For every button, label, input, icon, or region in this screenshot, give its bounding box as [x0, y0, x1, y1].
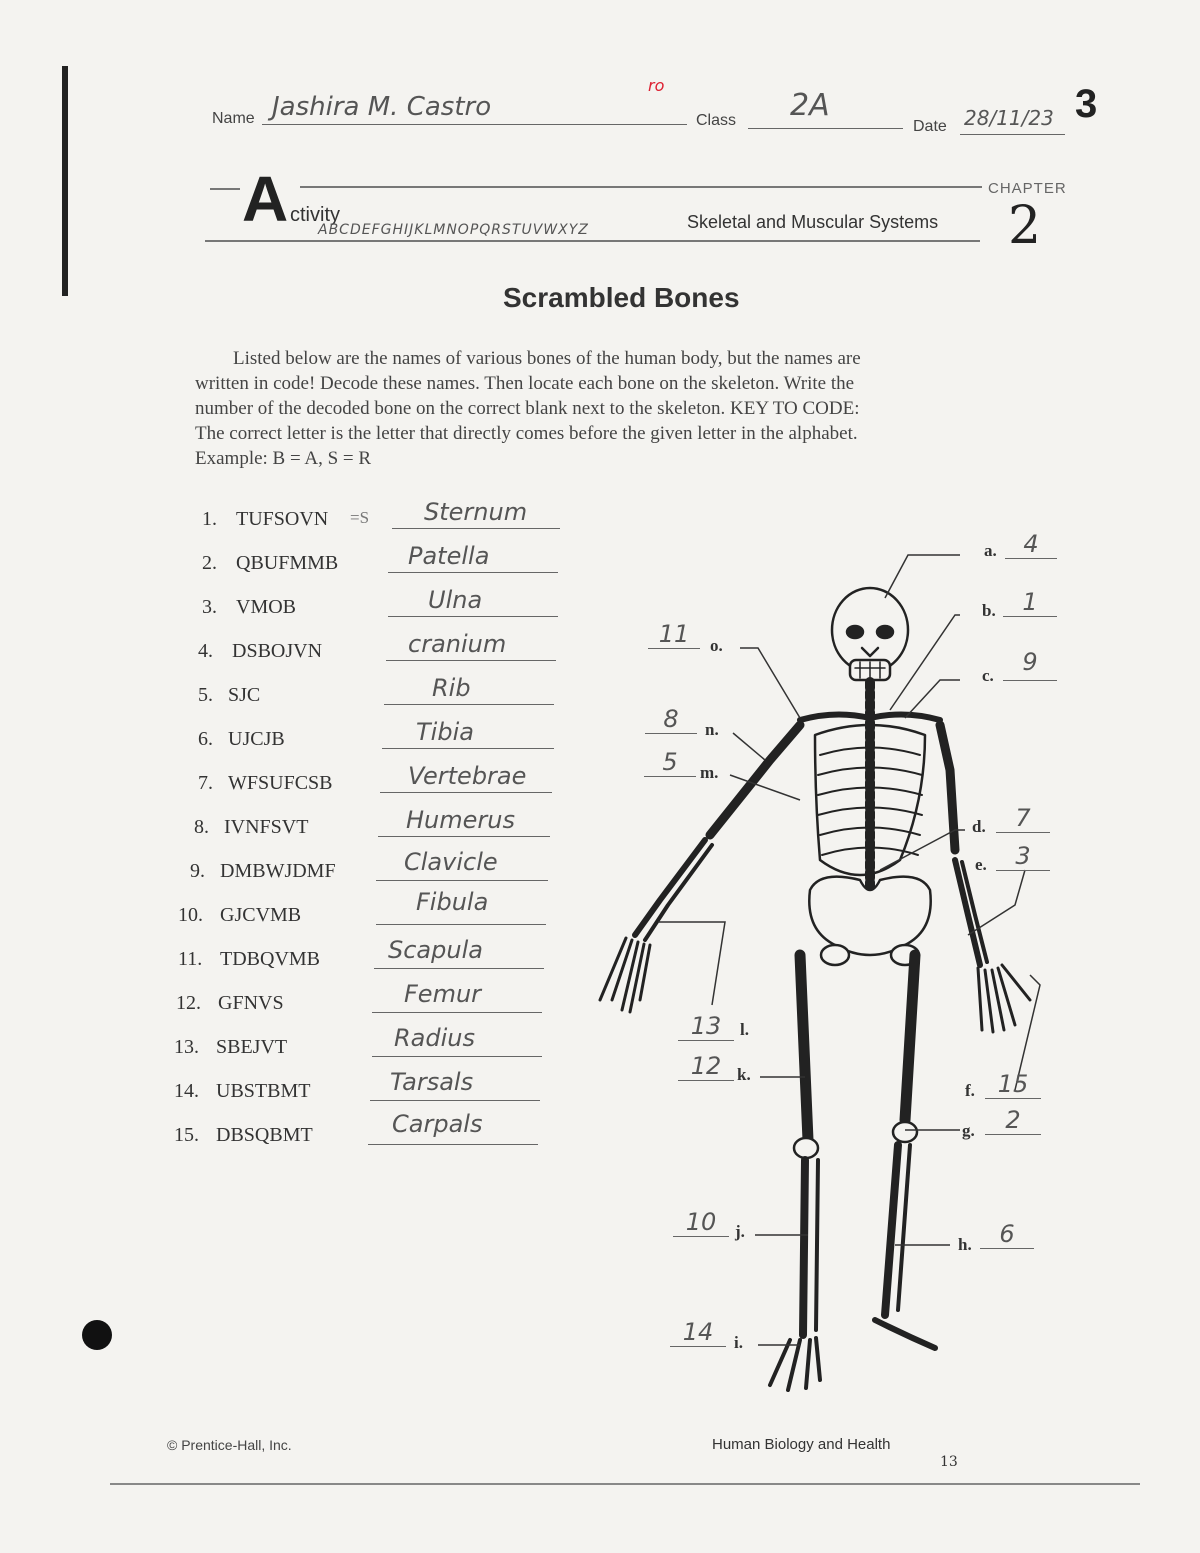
- blank-a-value: 4: [1023, 530, 1039, 558]
- blank-l[interactable]: [678, 1012, 734, 1041]
- blank-n-value: 8: [663, 705, 679, 733]
- label-h: h.: [958, 1235, 972, 1254]
- blank-a[interactable]: [1005, 530, 1057, 559]
- item-number: 4.: [198, 640, 213, 662]
- item-note: =S: [350, 508, 370, 527]
- label-d: d.: [972, 817, 986, 836]
- activity-letter: A: [242, 163, 289, 235]
- intro-line: written in code! Decode these names. Then locate each bone on the skeleton. Write the: [195, 373, 855, 394]
- answer-value: cranium: [408, 630, 507, 658]
- blank-c-value: 9: [1022, 648, 1038, 676]
- label-g: g.: [962, 1121, 975, 1140]
- answer-value: Humerus: [406, 806, 515, 834]
- label-m: m.: [700, 763, 719, 782]
- intro-line: The correct letter is the letter that directly comes before the given letter in the alphabet.: [195, 423, 858, 444]
- blank-l-value: 13: [690, 1012, 722, 1040]
- label-l: l.: [740, 1020, 749, 1039]
- page-title: Scrambled Bones: [503, 282, 740, 313]
- name-label: Name: [212, 110, 255, 127]
- item-number: 12.: [176, 992, 201, 1014]
- publisher-credit: © Prentice-Hall, Inc.: [167, 1437, 292, 1453]
- item-code: DBSQBMT: [216, 1124, 313, 1146]
- blank-h-value: 6: [999, 1220, 1015, 1248]
- blank-d[interactable]: [996, 804, 1050, 833]
- answer-value: Fibula: [416, 888, 489, 916]
- chapter-label: CHAPTER: [988, 180, 1067, 197]
- item-number: 14.: [174, 1080, 199, 1102]
- blank-i[interactable]: [670, 1318, 726, 1347]
- label-e: e.: [975, 855, 987, 874]
- answer-value: Scapula: [388, 936, 483, 964]
- item-code: UJCJB: [228, 728, 285, 750]
- item-number: 11.: [178, 948, 203, 970]
- blank-m[interactable]: [644, 748, 696, 777]
- item-number: 6.: [198, 728, 213, 750]
- answer-value: Patella: [408, 542, 490, 570]
- name-value: Jashira M. Castro: [272, 92, 492, 122]
- blank-g-value: 2: [1005, 1106, 1021, 1134]
- item-code: TDBQVMB: [220, 948, 321, 970]
- blank-b-value: 1: [1022, 588, 1038, 616]
- label-k: k.: [737, 1065, 751, 1084]
- grade-mark: 3: [1075, 82, 1098, 126]
- blank-m-value: 5: [662, 748, 678, 776]
- blank-o-value: 11: [658, 620, 690, 648]
- item-code: GFNVS: [218, 992, 284, 1014]
- answer-value: Clavicle: [404, 848, 498, 876]
- item-number: 3.: [202, 596, 217, 618]
- subject-title: Skeletal and Muscular Systems: [687, 212, 939, 232]
- activity-label: ctivity: [290, 204, 340, 226]
- label-a: a.: [984, 541, 997, 560]
- label-o: o.: [710, 636, 723, 655]
- class-label: Class: [696, 112, 737, 129]
- item-number: 10.: [178, 904, 203, 926]
- item-code: QBUFMMB: [236, 552, 339, 574]
- blank-j-value: 10: [685, 1208, 717, 1236]
- blank-j[interactable]: [673, 1208, 729, 1237]
- chapter-number: 2: [1008, 196, 1042, 256]
- blank-d-value: 7: [1015, 804, 1031, 832]
- item-code: SBEJVT: [216, 1036, 288, 1058]
- answer-value: Sternum: [424, 498, 528, 526]
- item-number: 5.: [198, 684, 213, 706]
- page-number: 13: [940, 1454, 958, 1470]
- item-code: VMOB: [236, 596, 297, 618]
- answer-value: Femur: [404, 980, 482, 1008]
- item-code: GJCVMB: [220, 904, 302, 926]
- blank-c[interactable]: [1003, 648, 1057, 681]
- class-value: 2A: [790, 88, 830, 123]
- answer-value: Tarsals: [390, 1068, 474, 1096]
- item-number: 13.: [174, 1036, 199, 1058]
- intro-line: Listed below are the names of various bones of the human body, but the names are: [233, 348, 861, 369]
- blank-i-value: 14: [682, 1318, 714, 1346]
- item-number: 15.: [174, 1124, 199, 1146]
- date-label: Date: [913, 118, 947, 135]
- answer-value: Tibia: [416, 718, 474, 746]
- blank-g[interactable]: [985, 1106, 1041, 1135]
- intro-line: Example: B = A, S = R: [195, 448, 372, 469]
- red-teacher-mark: ro: [648, 76, 665, 95]
- label-b: b.: [982, 601, 996, 620]
- item-number: 2.: [202, 552, 217, 574]
- item-number: 7.: [198, 772, 213, 794]
- label-j: j.: [735, 1222, 745, 1241]
- item-code: DMBWJDMF: [220, 860, 336, 882]
- item-code: DSBOJVN: [232, 640, 323, 662]
- book-title: Human Biology and Health: [712, 1436, 891, 1453]
- blank-f[interactable]: [985, 1070, 1041, 1099]
- answer-value: Radius: [394, 1024, 475, 1052]
- blank-b[interactable]: [1003, 588, 1057, 617]
- item-number: 1.: [202, 508, 217, 530]
- label-n: n.: [705, 720, 719, 739]
- date-value: 28/11/23: [964, 106, 1054, 130]
- item-code: IVNFSVT: [224, 816, 309, 838]
- label-c: c.: [982, 666, 994, 685]
- blank-h[interactable]: [980, 1220, 1034, 1249]
- item-code: SJC: [228, 684, 261, 706]
- blank-k-value: 12: [690, 1052, 722, 1080]
- item-code: TUFSOVN: [236, 508, 329, 530]
- answer-value: Carpals: [392, 1110, 483, 1138]
- blank-o[interactable]: [648, 620, 700, 649]
- label-f: f.: [965, 1081, 975, 1100]
- intro-line: number of the decoded bone on the correct blank next to the skeleton. KEY TO CODE:: [195, 398, 860, 419]
- item-number: 8.: [194, 816, 209, 838]
- label-i: i.: [734, 1333, 743, 1352]
- blank-e[interactable]: [996, 842, 1050, 871]
- answer-value: Ulna: [428, 586, 483, 614]
- blank-f-value: 15: [997, 1070, 1029, 1098]
- answer-value: Rib: [432, 674, 471, 702]
- item-code: WFSUFCSB: [228, 772, 333, 794]
- item-number: 9.: [190, 860, 205, 882]
- alphabet-scrawl: ABCDEFGHIJKLMNOPQRSTUVWXYZ: [318, 222, 589, 238]
- item-code: UBSTBMT: [216, 1080, 311, 1102]
- blank-n[interactable]: [645, 705, 697, 734]
- answer-value: Vertebrae: [408, 762, 527, 790]
- blank-e-value: 3: [1015, 842, 1031, 870]
- blank-k[interactable]: [678, 1052, 734, 1081]
